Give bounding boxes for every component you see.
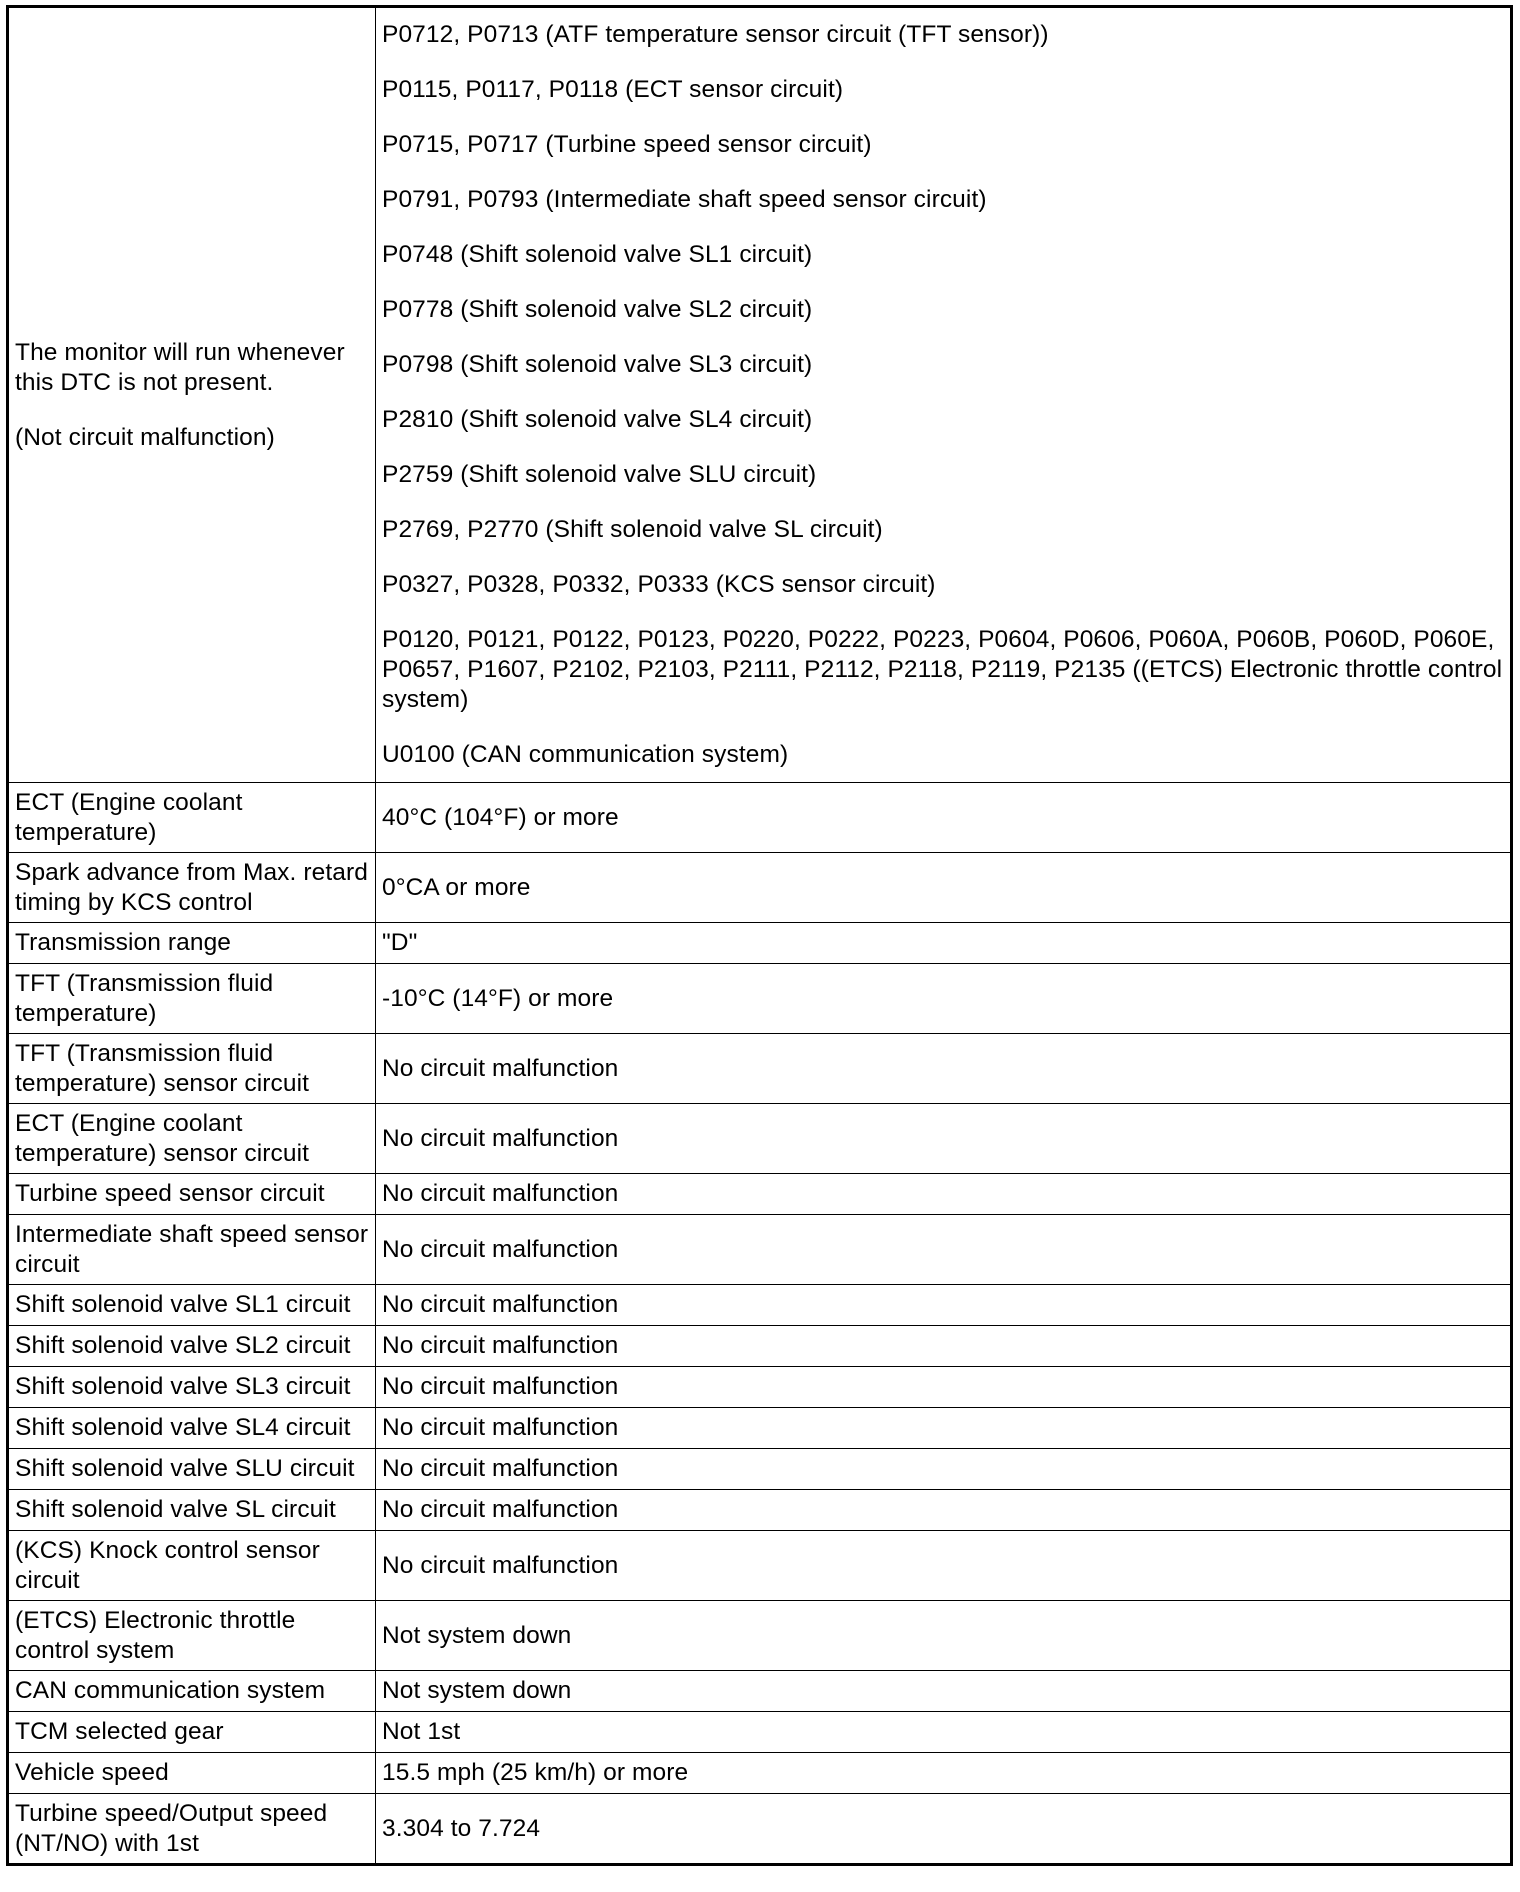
dtc-item: P0120, P0121, P0122, P0123, P0220, P0222, P0223, P0604, P0606, P060A, P060B, P060D, P060E, P0657, P1607, P2102, P2103, P2111, P2112, P2118, P2119, P2135 ((ETCS) Electronic throttle control system) xyxy=(382,626,1503,713)
table-row xyxy=(8,783,1512,853)
condition-cell: No circuit malfunction xyxy=(376,1531,1512,1601)
item-cell: Shift solenoid valve SL4 circuit xyxy=(8,1408,376,1449)
monitor-conditions-table xyxy=(6,5,1513,1866)
item-cell: Turbine speed sensor circuit xyxy=(8,1174,376,1215)
item-cell: Shift solenoid valve SL1 circuit xyxy=(8,1285,376,1326)
dtc-item: P2810 (Shift solenoid valve SL4 circuit) xyxy=(382,406,813,433)
condition-cell: No circuit malfunction xyxy=(376,1034,1512,1104)
item-cell: ECT (Engine coolant temperature) sensor circuit xyxy=(8,1104,376,1174)
item-cell: TFT (Transmission fluid temperature) xyxy=(8,964,376,1034)
dtc-item: P2759 (Shift solenoid valve SLU circuit) xyxy=(382,461,817,488)
item-cell: TFT (Transmission fluid temperature) sensor circuit xyxy=(8,1034,376,1104)
item-cell: (KCS) Knock control sensor circuit xyxy=(8,1531,376,1601)
item-cell: Shift solenoid valve SLU circuit xyxy=(8,1449,376,1490)
condition-cell: Not system down xyxy=(376,1601,1512,1671)
item-cell: TCM selected gear xyxy=(8,1712,376,1753)
item-cell: Intermediate shaft speed sensor circuit xyxy=(8,1215,376,1285)
condition-cell: No circuit malfunction xyxy=(376,1174,1512,1215)
condition-cell: No circuit malfunction xyxy=(376,1285,1512,1326)
item-cell: Shift solenoid valve SL circuit xyxy=(8,1490,376,1531)
table-row xyxy=(8,1712,1512,1753)
dtc-item: P0791, P0793 (Intermediate shaft speed sensor circuit) xyxy=(382,186,987,213)
item-cell: (ETCS) Electronic throttle control system xyxy=(8,1601,376,1671)
table-row xyxy=(8,1367,1512,1408)
condition-cell: 0°CA or more xyxy=(376,853,1512,923)
condition-cell: 15.5 mph (25 km/h) or more xyxy=(376,1753,1512,1794)
item-cell: Shift solenoid valve SL3 circuit xyxy=(8,1367,376,1408)
item-cell: Vehicle speed xyxy=(8,1753,376,1794)
item-cell: Shift solenoid valve SL2 circuit xyxy=(8,1326,376,1367)
monitor-text-line: this DTC is not present. xyxy=(15,368,274,396)
table-row-monitor xyxy=(8,7,1512,783)
table-row xyxy=(8,1326,1512,1367)
condition-cell: Not system down xyxy=(376,1671,1512,1712)
dtc-item: P0115, P0117, P0118 (ECT sensor circuit) xyxy=(382,76,844,103)
item-cell: Transmission range xyxy=(8,923,376,964)
condition-cell: No circuit malfunction xyxy=(376,1449,1512,1490)
monitor-text-line: The monitor will run whenever xyxy=(15,338,345,366)
condition-cell: 40°C (104°F) or more xyxy=(376,783,1512,853)
dtc-item: U0100 (CAN communication system) xyxy=(382,741,789,768)
condition-cell: No circuit malfunction xyxy=(376,1326,1512,1367)
table-row xyxy=(8,1671,1512,1712)
condition-cell: -10°C (14°F) or more xyxy=(376,964,1512,1034)
item-cell: ECT (Engine coolant temperature) xyxy=(8,783,376,853)
dtc-item: P0715, P0717 (Turbine speed sensor circuit) xyxy=(382,131,872,158)
condition-cell: No circuit malfunction xyxy=(376,1367,1512,1408)
table-row xyxy=(8,1285,1512,1326)
table-row xyxy=(8,1490,1512,1531)
table-row xyxy=(8,1449,1512,1490)
table-row xyxy=(8,1794,1512,1865)
table-row xyxy=(8,1408,1512,1449)
table-row xyxy=(8,1753,1512,1794)
table-row xyxy=(8,1034,1512,1104)
dtc-item: P0798 (Shift solenoid valve SL3 circuit) xyxy=(382,351,813,378)
table-row xyxy=(8,853,1512,923)
table-row xyxy=(8,1601,1512,1671)
table-row xyxy=(8,1174,1512,1215)
condition-cell: Not 1st xyxy=(376,1712,1512,1753)
item-cell: CAN communication system xyxy=(8,1671,376,1712)
dtc-item: P0778 (Shift solenoid valve SL2 circuit) xyxy=(382,296,813,323)
dtc-item: P0712, P0713 (ATF temperature sensor circuit (TFT sensor)) xyxy=(382,21,1049,48)
item-cell: Spark advance from Max. retard timing by KCS control xyxy=(8,853,376,923)
monitor-note: (Not circuit malfunction) xyxy=(15,423,275,451)
dtc-item: P0327, P0328, P0332, P0333 (KCS sensor circuit) xyxy=(382,571,936,598)
table-row xyxy=(8,964,1512,1034)
condition-cell: 3.304 to 7.724 xyxy=(376,1794,1512,1865)
dtc-list-cell xyxy=(376,7,1512,783)
table-row xyxy=(8,1104,1512,1174)
table-row xyxy=(8,923,1512,964)
condition-cell: No circuit malfunction xyxy=(376,1104,1512,1174)
dtc-item: P2769, P2770 (Shift solenoid valve SL circuit) xyxy=(382,516,883,543)
condition-cell: "D" xyxy=(376,923,1512,964)
condition-cell: No circuit malfunction xyxy=(376,1490,1512,1531)
condition-cell: No circuit malfunction xyxy=(376,1215,1512,1285)
dtc-item: P0748 (Shift solenoid valve SL1 circuit) xyxy=(382,241,813,268)
monitor-description-cell xyxy=(8,7,376,783)
table-row xyxy=(8,1215,1512,1285)
table-row xyxy=(8,1531,1512,1601)
condition-cell: No circuit malfunction xyxy=(376,1408,1512,1449)
item-cell: Turbine speed/Output speed (NT/NO) with 1st xyxy=(8,1794,376,1865)
